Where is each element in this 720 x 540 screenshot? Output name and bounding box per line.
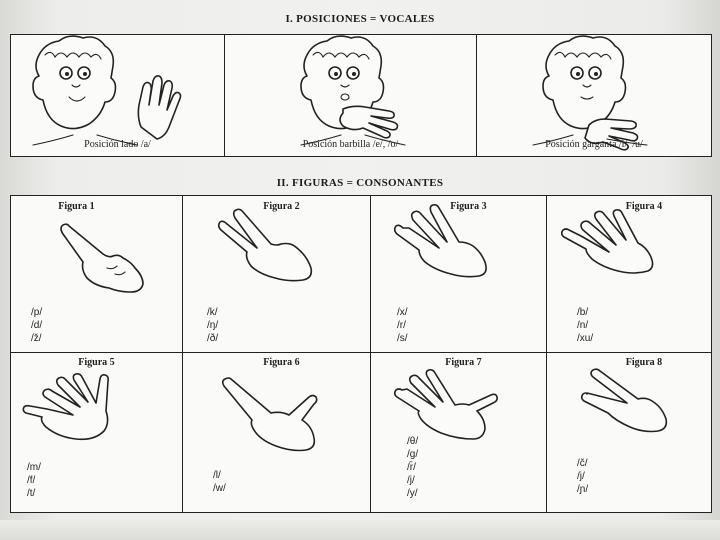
sound-label: /d/	[31, 320, 43, 331]
page-bottom-margin	[0, 520, 720, 540]
position-caption: Posición lado /a/	[84, 139, 151, 150]
figure-cell	[183, 353, 370, 512]
figure-cell	[371, 353, 546, 512]
sound-label: /k/	[207, 307, 218, 318]
sound-label: /n/	[577, 320, 589, 331]
sound-label: /w/	[213, 483, 226, 494]
figure-sounds	[27, 461, 41, 500]
figure-title: Figura 1	[58, 201, 95, 212]
sound-label: /m/	[27, 462, 41, 473]
sound-label: /xu/	[577, 333, 594, 344]
figure-cell	[371, 196, 546, 352]
sound-label: /j/	[577, 471, 585, 482]
sound-label: /l/	[213, 470, 221, 481]
sound-label: /t/	[27, 488, 36, 499]
sound-label: /ɲ/	[577, 484, 589, 495]
position-cell-side	[11, 35, 224, 156]
section-1-title: I. POSICIONES = VOCALES	[285, 13, 435, 25]
hand-thumb-index-icon	[183, 353, 370, 463]
figure-title: Figura 8	[625, 357, 663, 368]
hand-open-palm-icon	[11, 353, 182, 463]
sound-label: /p/	[31, 307, 43, 318]
figure-sounds	[407, 435, 418, 500]
figure-sounds	[213, 469, 226, 495]
face-hand-chin-icon	[225, 35, 476, 145]
figure-title: Figura 5	[78, 357, 115, 368]
sound-label: /y/	[407, 488, 418, 499]
figure-title: Figura 2	[263, 201, 300, 212]
positions-table	[10, 34, 712, 157]
sound-label: /s/	[397, 333, 408, 344]
sound-label: /r/	[397, 320, 406, 331]
position-cell-throat	[477, 35, 711, 156]
hand-two-fingers-icon	[183, 196, 370, 306]
figure-sounds	[31, 306, 42, 345]
sound-label: /g/	[407, 449, 419, 460]
figure-cell	[183, 196, 370, 352]
section-2-title: II. FIGURAS = CONSONANTES	[276, 177, 444, 189]
hand-one-finger-icon	[11, 196, 182, 306]
sound-label: /θ/	[407, 436, 419, 447]
figure-title: Figura 3	[450, 201, 487, 212]
figure-title: Figura 6	[263, 357, 300, 368]
position-cell-chin	[225, 35, 476, 156]
figure-cell	[547, 353, 711, 512]
figure-title: Figura 4	[625, 201, 663, 212]
sound-label: /ž/	[31, 333, 42, 344]
face-hand-side-icon	[11, 35, 224, 145]
face-hand-throat-icon	[477, 35, 711, 145]
sound-label: /j/	[407, 475, 415, 486]
figures-table	[10, 195, 712, 513]
figure-cell	[11, 353, 182, 512]
hand-v-sign-icon	[547, 353, 711, 463]
figure-sounds	[577, 306, 593, 345]
sound-label: /ŋ/	[207, 320, 219, 331]
hand-three-fingers-icon	[371, 196, 546, 306]
sound-label: /b/	[577, 307, 589, 318]
figure-sounds	[577, 457, 588, 496]
position-caption: Posición barbilla /e/, /o/	[302, 139, 399, 150]
figure-sounds	[207, 306, 218, 345]
figure-title: Figura 7	[445, 357, 482, 368]
figure-cell	[547, 196, 711, 352]
hand-three-thumb-icon	[371, 353, 546, 463]
figure-sounds	[397, 306, 408, 345]
sound-label: /f/	[27, 475, 36, 486]
sound-label: /č/	[577, 458, 588, 469]
sound-label: /r̄/	[407, 462, 416, 473]
position-caption: Posición garganta /i/, /u/	[545, 139, 643, 150]
figure-cell	[11, 196, 182, 352]
sound-label: /x/	[397, 307, 408, 318]
hand-four-fingers-icon	[547, 196, 711, 306]
sound-label: /ð/	[207, 333, 219, 344]
